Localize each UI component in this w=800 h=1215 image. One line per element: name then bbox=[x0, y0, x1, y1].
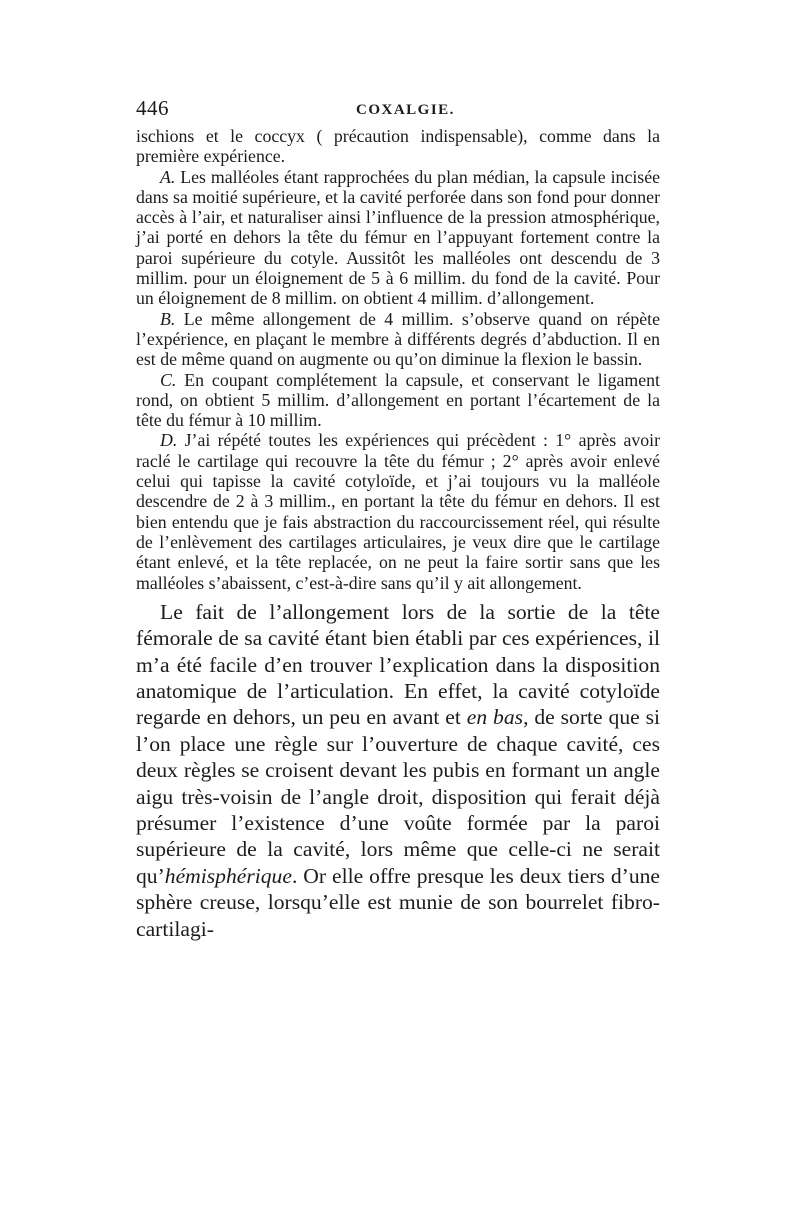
experiment-label: A. bbox=[160, 166, 176, 187]
paragraph-experiment-b bbox=[136, 309, 660, 370]
paragraph-text: . Or elle offre presque les deux tiers d’une sphère creuse, lorsqu’elle est munie de son bourrelet fibro-cartilagi- bbox=[136, 863, 660, 941]
paragraph-text: ischions et le coccyx ( précaution indispensable), comme dans la première expérience. bbox=[136, 126, 660, 167]
main-text bbox=[136, 599, 660, 942]
experiment-label: D. bbox=[160, 430, 178, 451]
paragraph-text: Les malléoles étant rapprochées du plan médian, la capsule incisée dans sa moitié supérieure, et la cavité perforée dans son fond pour donner accès à l’air, et naturaliser ainsi l’influence de la pression atmosphérique, j’ai porté en dehors la tête du fémur en l’appuyant fortement contre la paroi supérieure du cotyle. Aussitôt les malléoles ont descendu de 3 millim. pour un éloignement de 5 à 6 millim. du fond de la cavité. Pour un éloignement de 8 millim. on obtient 4 millim. d’allongement. bbox=[136, 166, 660, 309]
italic-text: hémisphérique bbox=[164, 863, 292, 888]
paragraph-text: Le même allongement de 4 millim. s’observe quand on répète l’expérience, en plaçant le membre à différents degrés d’abduction. Il en est de même quand on augmente ou qu’on diminue la flexion le bassin. bbox=[136, 308, 660, 370]
paragraph-text: , de sorte que si l’on place une règle sur l’ouverture de chaque cavité, ces deux règles se croisent devant les pubis en formant un angle aigu très-voisin de l’angle droit, disposition qui ferait déjà présumer l’existence d’une voûte formée par la paroi supérieure de la cavité, lors même que celle-ci ne serait qu’ bbox=[136, 705, 660, 888]
paragraph-text: J’ai répété toutes les expériences qui précèdent : 1° après avoir raclé le cartilage qui recouvre la tête du fémur ; 2° après avoir enlevé celui qui tapisse la cavité cotyloïde, et j’ai toujours vu la malléole descendre de 2 à 3 millim., en portant la tête du fémur en dehors. Il est bien entendu que je fais abstraction du raccourcissement réel, qui résulte de l’enlèvement des cartilages articulaires, je veux dire que le cartilage étant enlevé, et la tête replacée, on ne peut la faire sortir sans que les malléoles s’abaissent, c’est-à-dire sans qu’il y ait allongement. bbox=[136, 430, 660, 593]
paragraph-main bbox=[136, 599, 660, 942]
experiment-label: B. bbox=[160, 308, 176, 329]
running-title: COXALGIE. bbox=[356, 102, 455, 118]
experiment-notes bbox=[136, 126, 660, 593]
italic-text: en bas bbox=[466, 705, 524, 730]
paragraph-text: En coupant complétement la capsule, et conservant le ligament rond, on obtient 5 millim. d’allongement en portant l’écartement de la tête du fémur à 10 millim. bbox=[136, 369, 660, 431]
page-number: 446 bbox=[136, 96, 169, 120]
paragraph-continuation bbox=[136, 126, 660, 167]
paragraph-experiment-a bbox=[136, 167, 660, 309]
paragraph-experiment-d bbox=[136, 430, 660, 592]
paragraph-experiment-c bbox=[136, 370, 660, 431]
book-page bbox=[136, 96, 660, 942]
experiment-label: C. bbox=[160, 369, 177, 390]
paragraph-text: Le fait de l’allongement lors de la sortie de la tête fémorale de sa cavité étant bien établi par ces expériences, il m’a été facile d’en trouver l’explication dans la disposition anatomique de l’articulation. En effet, la cavité cotyloïde regarde en dehors, un peu en avant et bbox=[136, 599, 660, 730]
running-head bbox=[136, 96, 660, 126]
